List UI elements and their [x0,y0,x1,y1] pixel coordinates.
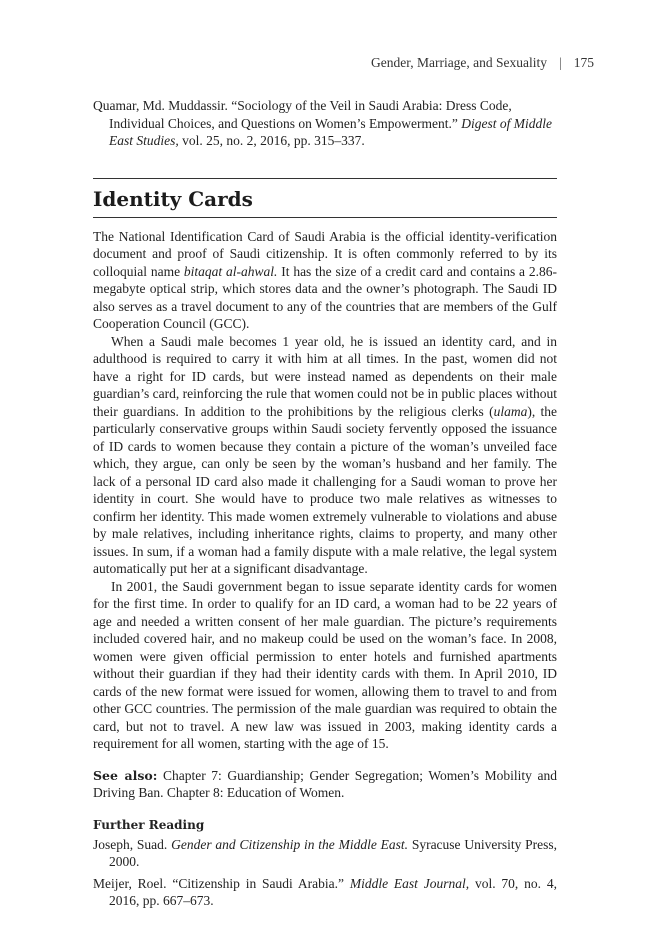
paragraph-text: It has the size of a credit card and contains a 2.86-megabyte optical strip, which stores data and the owner’s photograph. The Saudi ID also serves as a travel document to any of the countries that are members of the Gulf Cooperation Council (GCC). [93,263,557,331]
running-head-separator: | [559,55,562,70]
bibliography-journal: Digest of Middle East Studies, [109,115,552,148]
reference-author: Joseph, Suad. [93,836,172,852]
further-reading-heading: Further Reading [93,817,205,832]
paragraph-text: When a Saudi male becomes 1 year old, he is issued an identity card, and in adulthood is required to carry it with him at all times. In the past, women did not have a right for ID cards, but were instead named as dependents on their male guardian’s card, reinforcing the rule that women could not be in public places without their guardians. In addition to the prohibitions by the religious clerks ( [93,333,557,419]
section-title: Identity Cards [93,186,253,211]
italic-term: ulama [493,403,528,419]
section-rule [93,178,557,179]
reference-journal: Middle East Journal, [349,875,470,891]
paragraph-text: ), the particularly conservative groups within Saudi society fervently opposed the issuance of ID cards to women because they contain a picture of the woman’s unveiled face which, they argue, can only be seen by the woman’s husband and her family. The lack of a personal ID card also made it challenging for a Saudi woman to prove her identity in court. She would have to produce two male relatives as witnesses to confirm her identity. This made women extremely vulnerable to violations and abuse by male relatives, including inheritance rights, claims to property, and many other issues. In sum, if a woman had a family dispute with a male relative, the legal system automatically put her at a significant disadvantage. [93,403,557,576]
paragraph-1 [93,228,557,333]
reference-details: vol. 70, no. 4, 2016, pp. 667–673. [109,875,557,908]
paragraph-text: The National Identification Card of Saudi Arabia is the official identity-verification document and proof of Saudi citizenship. It is often commonly referred to by its colloquial name [93,228,557,279]
further-reading-item [93,836,557,871]
section-title-rule [93,217,557,218]
bibliography-details: vol. 25, no. 2, 2016, pp. 315–337. [178,133,365,148]
paragraph-2 [93,333,557,578]
see-also-label: See also: [93,767,158,783]
italic-term: bitaqat al-ahwal. [183,263,278,279]
see-also-text: Chapter 7: Guardianship; Gender Segregation; Women’s Mobility and Driving Ban. Chapter 8: Education of Women. [93,767,558,800]
page-content [93,97,557,914]
see-also [93,767,557,802]
reference-author: Meijer, Roel. “Citizenship in Saudi Arabia.” [93,875,350,891]
running-head [371,55,594,71]
paragraph-3: In 2001, the Saudi government began to issue separate identity cards for women for the first time. In order to qualify for an ID card, a woman had to be 22 years of age and needed a written consent of her male guardian. The picture’s requirements included covered hair, and no makeup could be used on the woman’s face. In 2008, women were given official permission to enter hotels and furnished apartments without their guardian if they had their identity cards with them. In April 2010, ID cards of the new format were issued for women, allowing them to travel to and from other GCC countries. The permission of the male guardian was required to obtain the card, but not to travel. A new law was issued in 2003, making identity cards a requirement for all women, starting with the age of 15. [93,578,557,751]
bibliography-text: Quamar, Md. Muddassir. “Sociology of the Veil in Saudi Arabia: Dress Code, Individual Choices, and Questions on Women’s Empowerment.” [93,98,512,131]
section-body [93,228,557,753]
running-head-title: Gender, Marriage, and Sexuality [371,55,548,70]
reference-title: Gender and Citizenship in the Middle East. [171,836,409,852]
bibliography-entry [93,97,557,150]
page-number: 175 [573,55,594,70]
reference-details: Syracuse University Press, 2000. [109,836,558,869]
further-reading-item [93,875,557,910]
